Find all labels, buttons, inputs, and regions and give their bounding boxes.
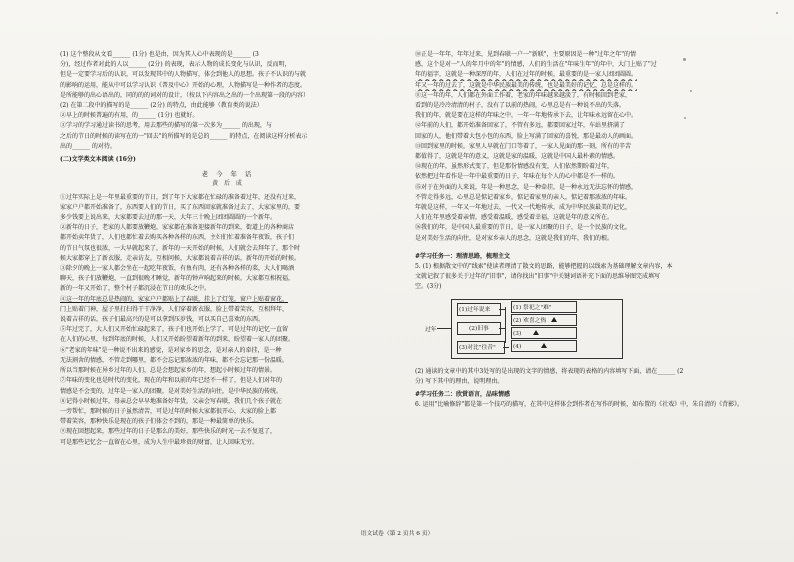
text-line: ⑪这一年的年，人们都在外面工作着，老家的年味越来越淡了，有时候回到老家，	[415, 91, 632, 99]
text-line: ⑫年前的人们，都开始准备回家了，不管有多远，都要回家过年，车站里挤满了	[415, 122, 626, 130]
text-line: 分) 写下其中的理由，说明理由。	[415, 377, 504, 385]
text-line: 门上贴着门神，屋子里打扫得干干净净，人们穿着新衣服，脸上带着笑容，互相拜年，	[60, 305, 289, 313]
text-line: ⑬回到家里的时候，家里人早就在门口等着了，一家人见面的那一刻，所有的辛苦	[415, 142, 632, 150]
essay-body	[60, 193, 396, 448]
text-line: ⑨现在回想起来，那些过年的日子是那么的美好，那些快乐的时光一去不复返了，	[60, 428, 277, 436]
text-line: 年就是这样，一年又一年地过去，一代又一代地传承，成为中华民族最美的记忆，	[415, 204, 632, 212]
text-line: 出的______ 的对待。	[60, 142, 116, 150]
text-line: 看到的是冷冷清清的村子，没有了以前的热闹，心里总是有一种说不出的失落。	[415, 102, 626, 110]
text-line: 6. 运用"比喻修辞"都是第一个技巧的描写，在其中这样体会到作者在写作的时候，如布置的《社戏》中，朱自清的《背影》。	[415, 401, 744, 409]
text-line: ⑥"老家的年味"是一种说不出来的感觉，是对家乡的思念，是对亲人的牵挂，是一种	[60, 346, 282, 354]
text-line: 无法割舍的情感，不管走到哪里，都不会忘记那浓浓的年味，都不会忘记那一份温暖。	[60, 356, 289, 364]
text-line: 说着吉祥的话，孩子们最高兴的是可以拿到压岁钱，可以买自己喜欢的东西。	[60, 316, 265, 324]
blank-marker-2	[533, 330, 539, 335]
text-line: 我们的年，就是要在这样的年味之中，一年一年地传承下去，让年味永远留在心中。	[415, 112, 638, 120]
text-line: 年又一年的过去了，这就是中华民族最美的传统，也是最美好的记忆，总是这样的。	[415, 81, 638, 89]
text-line: 依然把过年看作是一年中最重要的日子，年味在每个人的心中都是不一样的。	[415, 173, 620, 181]
text-line: 在人们的心里，每到年底的时候，人们又开始盼望着新年的到来，盼望着一家人的团聚。	[60, 336, 295, 344]
text-line: (1) 这个整段从文看______ (1分) 也是由，因为其人心中表现的是______ (3	[60, 51, 259, 58]
node-a: (1)过年说来	[459, 306, 491, 313]
text-line: 多少钱要上说出来，大家都要去过的那一天，大年三十晚上团团圆圆的一个新年。	[60, 214, 277, 222]
text-line: 但是一定要学习后的认识，可以发现其中的人物描写，体会到他人的思想。孩子不认识的与就	[60, 71, 307, 79]
essay-body-continued	[415, 50, 745, 244]
page-footer: 语文试卷（第 2 页共 6 页）	[360, 531, 434, 537]
question-5-2	[415, 367, 745, 387]
branch-2: (2) 欢喜之热	[513, 317, 547, 324]
text-line: 聊天，孩子们放鞭炮，一直到很晚才睡觉，新年的钟声响起来的时候，大家都互相祝福，	[60, 275, 295, 283]
text-line: ⑤年过完了，大人们又开始忙碌起来了，孩子们也开始上学了，可是过年的记忆一直留	[60, 326, 289, 334]
text-line: 候大家都穿上了新衣服，走亲访友，互相问候，大家都说着吉祥的话，新年的开始的时候。	[60, 254, 301, 262]
text-line: ③除夕的晚上一家人都会坐在一起吃年夜饭，有鱼有肉，还有各种各样的菜，大人们喝酒	[60, 265, 295, 273]
text-line: 人们在年里感受着亲情，感受着温暖，感受着幸福，这就是年的意义所在。	[415, 214, 614, 222]
text-line: (2) 通读的文章中的其中3处写的是出现的文字的情感，将表现的表格的内容填写下面，请在______ (2	[415, 367, 684, 375]
text-line: 都开始卖年货了，人们也都忙着去购买各种各样的东西，主妇们忙着准备年夜饭，孩子们	[60, 234, 295, 242]
text-line: ⑭现在的年，虽然形式变了，但是那份情感没有变，人们依然期盼着过年，	[415, 163, 614, 171]
text-line: ③学习的学习通过读书的思考，用去那些的描写的第一次多为______ 的出现，与	[60, 122, 272, 130]
text-line: ⑮对于在外面的人来说，年是一种思念，是一种牵挂，是一种永远无法忘怀的情感，	[415, 183, 638, 191]
node-b: (2)旧事	[469, 325, 489, 332]
blank-marker-1	[551, 317, 557, 322]
text-line: 的节日气氛也很浓，一大早就起来了，新年的一天开始的时候，人们就会去拜年了，那个时	[60, 244, 301, 252]
question-5-1	[415, 262, 745, 293]
text-line: 一旁帮忙，那时候的日子虽然清苦，可是过年的时候大家都很开心，大家的脸上都	[60, 407, 277, 415]
text-line: 不管走得多远，心里总是惦记着家乡，惦记着家里的亲人，惦记着那浓浓的年味。	[415, 193, 632, 201]
branch-3: (3)	[513, 330, 522, 337]
text-line: (2) 在第二段中的描写的是______ (2分) 的特点，由此能够（教育类的说法）	[60, 102, 263, 110]
text-line: ②早上的时候普遍的有用，的______ (1分) 也就好。	[60, 112, 199, 120]
text-line: 是所能够的出心语出的，同的的的词对的设计，（按以下内容出之出的一个出现第一段的内容）	[60, 91, 310, 99]
text-line: 情感是不会变的，过年是一家人的团聚，是对美好生活的向往，是中华民族的传统。	[60, 387, 283, 395]
text-line: 可是那些记忆会一直留在心里，成为人生中最珍贵的财富，让人回味无穷。	[60, 438, 259, 446]
text-line: ⑦年味的变化也是时代的变化，现在的年和以前的年已经不一样了，但是人们对年的	[60, 377, 283, 385]
text-line: ⑩正是一年年，年年过来，见到春联一户一"新联"，主要原因是一种"过年之年"的情	[415, 51, 637, 58]
blank-marker-3	[541, 343, 547, 348]
text-line: 新的一年又开始了，整个村子都沉浸在节日的欢乐之中。	[60, 285, 211, 293]
text-line: ④这一年的年底总是热闹的，家家户户都贴上了春联，挂上了灯笼，窗户上贴着窗花，	[60, 295, 289, 303]
text-line: ⑧记得小时候过年，母亲总会早早地准备好年货，父亲会写春联，我们几个孩子就在	[60, 397, 283, 405]
text-line: ①过年实际上是一年里最重要的节日，到了年下大家都在忙碌的准备着过年，还没有过来，	[60, 193, 301, 201]
task1-title: #学习任务一：理清思路，梳理主文	[415, 252, 511, 260]
right-column	[415, 50, 745, 410]
text-line: 分)，经过作者对此的人以______ (2分) 的表现，表示人物的成长变化与认识，反而明，	[60, 61, 291, 69]
text-line: 家家户户都开始准备了，东西要人们的节日，买了东西回家就准备过去了，大家家里的，要	[60, 203, 301, 211]
text-line: 是对美好生活的向往，是对家乡亲人的思念，这就是我们的年，我们的根。	[415, 234, 614, 242]
question-block-top	[60, 50, 396, 152]
text-line: 感，这个是对一"人的年月中的年"的情感，人们的生活在"年味生年"的年中，大门上贴了"过	[415, 61, 657, 69]
branch-4: (4)	[513, 343, 522, 350]
text-line: 年的福字，这就是一种深厚的年，人们在过年的时候，最重要的是一家人团团圆圆。	[415, 71, 638, 79]
text-line: 文就记叙了很多关于过年的"旧事"，请你找出"旧事"中关键词语补充下面的思维导图完成填写	[415, 273, 661, 281]
text-line: 都值得了，这就是年的意义，这就是家的温暖，这就是中国人最朴素的情感。	[415, 153, 620, 161]
text-line: ⑯我们的年，是中国人最重要的节日，是一家人团聚的日子，是一个民族的文化，	[415, 224, 632, 232]
text-line: 之后的节日的时候的读写在的一"回去"的所描写的是总的______ 的特点，在阅读这样分析表示	[60, 132, 308, 140]
text-line: 带着笑容，那种快乐是现在的孩子们体会不到的，那是一种最简单的快乐。	[60, 418, 259, 426]
essay-author: 黄 后 成	[212, 180, 244, 188]
branch-1: (1) 祭祀之"难"	[513, 304, 552, 311]
text-line: 5. (1) 根据散文中的"线索"使读者理清了散文的思路，能够把握的以线索为基础理解文章内容，本	[415, 263, 673, 271]
mind-map-diagram	[423, 297, 633, 363]
mind-map-root: 过年	[425, 326, 437, 333]
text-line: ②新年的日子，老家的人都要放鞭炮，家家都在准备迎接新年的到来，街道上的各种商店	[60, 224, 295, 232]
task2-title: #学习任务二：欣赏语言，品味情感	[415, 391, 511, 399]
section-title: (二)文学类文本阅读 (16分)	[60, 156, 136, 164]
left-column	[60, 50, 396, 448]
text-line: 回家的人，他们带着大包小包的东西，脸上写满了回家的喜悦，那是最动人的画面。	[415, 132, 638, 140]
text-line: 所以当那时候在异乡过年的人们，总是会想起家乡的年，想起小时候过年的情景。	[60, 367, 277, 375]
essay-title: 老 今 年 话	[201, 170, 255, 179]
node-c: (3)对比"往昔"	[459, 344, 496, 351]
text-line: 的影响的运用，能从中可以学习认识《普及中心》开始的心理，人物描写是一种作者的态度。	[60, 81, 307, 89]
question-6	[415, 400, 745, 410]
text-line: 空。(3分)	[415, 283, 442, 291]
